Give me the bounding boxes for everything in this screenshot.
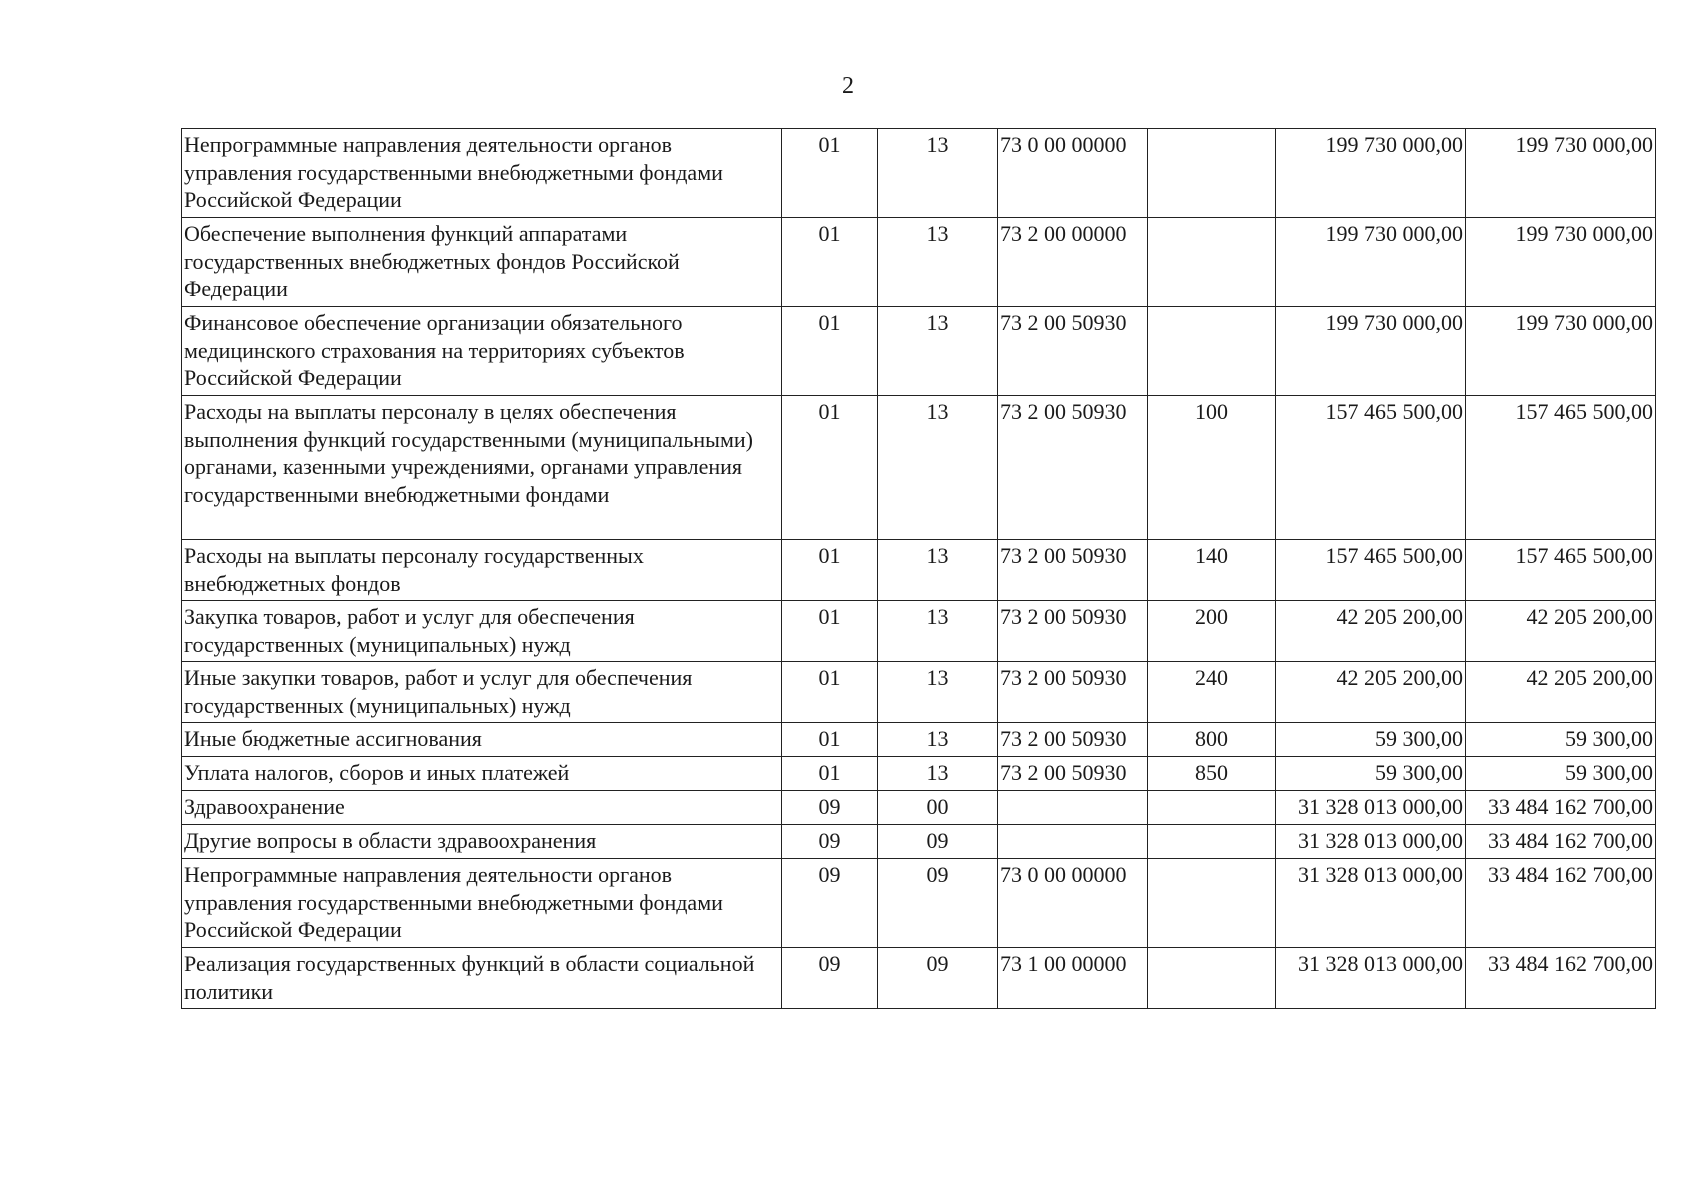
cell-subsection: 13 — [878, 218, 998, 307]
cell-name: Закупка товаров, работ и услуг для обеспечения государственных (муниципальных) нужд — [182, 601, 782, 662]
cell-target-article: 73 2 00 50930 — [998, 662, 1148, 723]
table-row — [182, 307, 1656, 396]
cell-amount-year-1: 157 465 500,00 — [1276, 396, 1466, 540]
cell-target-article: 73 2 00 00000 — [998, 218, 1148, 307]
cell-name: Расходы на выплаты персоналу в целях обеспечения выполнения функций государственными (муниципальными) органами, казенными учреждениями, органами управления государственными внебюджетными фондами — [182, 396, 782, 540]
cell-amount-year-2: 157 465 500,00 — [1466, 396, 1656, 540]
cell-expense-type — [1148, 218, 1276, 307]
cell-name: Другие вопросы в области здравоохранения — [182, 825, 782, 859]
cell-expense-type: 200 — [1148, 601, 1276, 662]
cell-section: 01 — [782, 662, 878, 723]
cell-expense-type: 850 — [1148, 757, 1276, 791]
cell-amount-year-1: 42 205 200,00 — [1276, 601, 1466, 662]
cell-subsection: 13 — [878, 129, 998, 218]
cell-amount-year-2: 199 730 000,00 — [1466, 307, 1656, 396]
cell-amount-year-1: 31 328 013 000,00 — [1276, 825, 1466, 859]
table-row — [182, 948, 1656, 1009]
cell-subsection: 13 — [878, 757, 998, 791]
cell-target-article: 73 0 00 00000 — [998, 859, 1148, 948]
table-row — [182, 540, 1656, 601]
cell-expense-type: 140 — [1148, 540, 1276, 601]
cell-amount-year-2: 199 730 000,00 — [1466, 218, 1656, 307]
table-row — [182, 825, 1656, 859]
cell-amount-year-2: 157 465 500,00 — [1466, 540, 1656, 601]
cell-target-article — [998, 825, 1148, 859]
cell-expense-type — [1148, 948, 1276, 1009]
cell-expense-type — [1148, 129, 1276, 218]
cell-name: Финансовое обеспечение организации обязательного медицинского страхования на территориях субъектов Российской Федерации — [182, 307, 782, 396]
cell-section: 09 — [782, 948, 878, 1009]
cell-subsection: 09 — [878, 948, 998, 1009]
cell-subsection: 09 — [878, 859, 998, 948]
cell-amount-year-1: 157 465 500,00 — [1276, 540, 1466, 601]
cell-amount-year-1: 199 730 000,00 — [1276, 218, 1466, 307]
cell-amount-year-2: 42 205 200,00 — [1466, 601, 1656, 662]
cell-subsection: 13 — [878, 396, 998, 540]
budget-table — [181, 128, 1656, 1009]
cell-name: Реализация государственных функций в области социальной политики — [182, 948, 782, 1009]
cell-section: 01 — [782, 307, 878, 396]
cell-amount-year-2: 33 484 162 700,00 — [1466, 859, 1656, 948]
cell-subsection: 13 — [878, 540, 998, 601]
cell-name: Иные бюджетные ассигнования — [182, 723, 782, 757]
table-row — [182, 218, 1656, 307]
cell-subsection: 13 — [878, 601, 998, 662]
table-row — [182, 723, 1656, 757]
cell-amount-year-1: 59 300,00 — [1276, 757, 1466, 791]
cell-amount-year-1: 42 205 200,00 — [1276, 662, 1466, 723]
cell-target-article: 73 1 00 00000 — [998, 948, 1148, 1009]
cell-target-article: 73 2 00 50930 — [998, 723, 1148, 757]
cell-name: Непрограммные направления деятельности органов управления государственными внебюджетными фондами Российской Федерации — [182, 859, 782, 948]
cell-section: 01 — [782, 129, 878, 218]
cell-section: 01 — [782, 540, 878, 601]
cell-expense-type: 100 — [1148, 396, 1276, 540]
table-row — [182, 129, 1656, 218]
cell-target-article: 73 2 00 50930 — [998, 601, 1148, 662]
cell-expense-type: 240 — [1148, 662, 1276, 723]
cell-section: 01 — [782, 723, 878, 757]
table-row — [182, 662, 1656, 723]
cell-subsection: 09 — [878, 825, 998, 859]
cell-subsection: 13 — [878, 723, 998, 757]
cell-amount-year-2: 199 730 000,00 — [1466, 129, 1656, 218]
page-number: 2 — [842, 73, 854, 99]
cell-section: 09 — [782, 791, 878, 825]
table-row — [182, 757, 1656, 791]
cell-target-article: 73 2 00 50930 — [998, 307, 1148, 396]
cell-amount-year-2: 33 484 162 700,00 — [1466, 791, 1656, 825]
cell-name: Здравоохранение — [182, 791, 782, 825]
cell-target-article — [998, 791, 1148, 825]
cell-expense-type — [1148, 307, 1276, 396]
cell-amount-year-1: 199 730 000,00 — [1276, 129, 1466, 218]
cell-amount-year-1: 59 300,00 — [1276, 723, 1466, 757]
table-row — [182, 396, 1656, 540]
cell-amount-year-2: 33 484 162 700,00 — [1466, 825, 1656, 859]
table-row — [182, 601, 1656, 662]
cell-name: Иные закупки товаров, работ и услуг для обеспечения государственных (муниципальных) нужд — [182, 662, 782, 723]
cell-name: Обеспечение выполнения функций аппаратами государственных внебюджетных фондов Российской Федерации — [182, 218, 782, 307]
cell-target-article: 73 2 00 50930 — [998, 540, 1148, 601]
cell-amount-year-2: 42 205 200,00 — [1466, 662, 1656, 723]
cell-section: 01 — [782, 396, 878, 540]
table-row — [182, 791, 1656, 825]
cell-amount-year-1: 31 328 013 000,00 — [1276, 948, 1466, 1009]
table-row — [182, 859, 1656, 948]
cell-section: 01 — [782, 601, 878, 662]
cell-name: Уплата налогов, сборов и иных платежей — [182, 757, 782, 791]
cell-expense-type — [1148, 825, 1276, 859]
cell-subsection: 00 — [878, 791, 998, 825]
cell-name: Расходы на выплаты персоналу государственных внебюджетных фондов — [182, 540, 782, 601]
cell-amount-year-1: 31 328 013 000,00 — [1276, 859, 1466, 948]
cell-section: 01 — [782, 757, 878, 791]
table-body — [182, 129, 1656, 1009]
cell-section: 01 — [782, 218, 878, 307]
cell-amount-year-2: 59 300,00 — [1466, 723, 1656, 757]
cell-subsection: 13 — [878, 662, 998, 723]
cell-name: Непрограммные направления деятельности органов управления государственными внебюджетными фондами Российской Федерации — [182, 129, 782, 218]
cell-amount-year-1: 31 328 013 000,00 — [1276, 791, 1466, 825]
cell-amount-year-1: 199 730 000,00 — [1276, 307, 1466, 396]
cell-section: 09 — [782, 825, 878, 859]
cell-target-article: 73 2 00 50930 — [998, 757, 1148, 791]
cell-target-article: 73 2 00 50930 — [998, 396, 1148, 540]
cell-section: 09 — [782, 859, 878, 948]
cell-expense-type — [1148, 791, 1276, 825]
cell-amount-year-2: 33 484 162 700,00 — [1466, 948, 1656, 1009]
cell-expense-type — [1148, 859, 1276, 948]
cell-target-article: 73 0 00 00000 — [998, 129, 1148, 218]
cell-expense-type: 800 — [1148, 723, 1276, 757]
cell-amount-year-2: 59 300,00 — [1466, 757, 1656, 791]
cell-subsection: 13 — [878, 307, 998, 396]
